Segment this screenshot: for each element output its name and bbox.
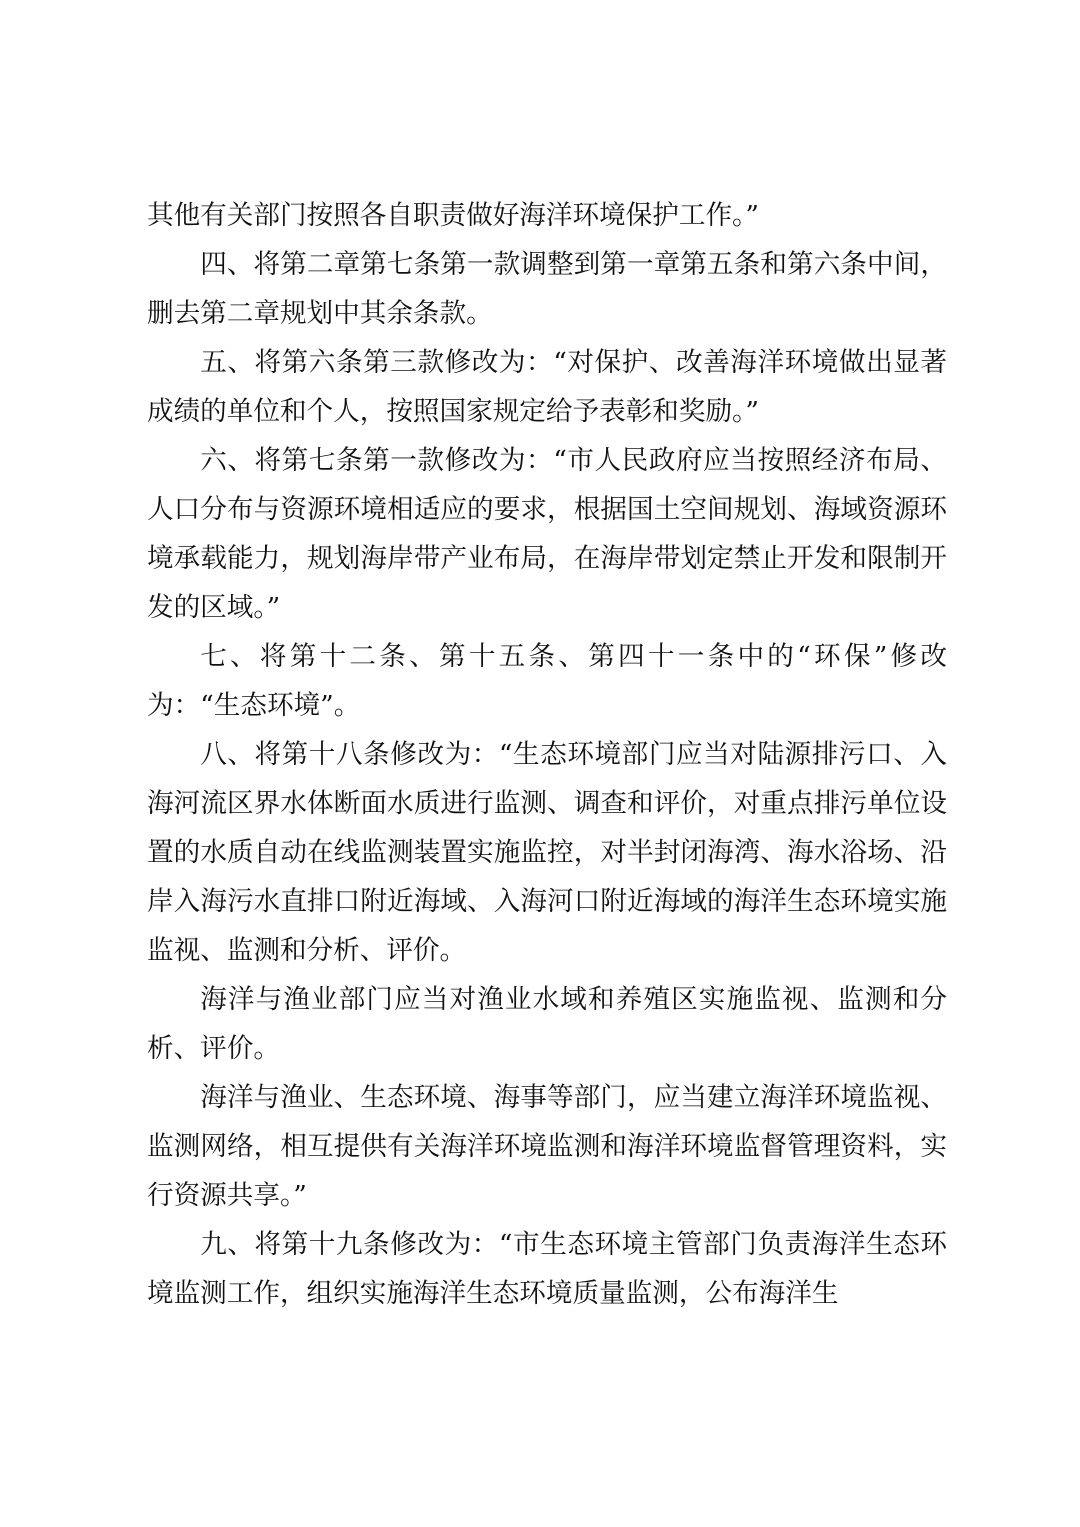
paragraph-item-8-sub-3: 海洋与渔业、生态环境、海事等部门，应当建立海洋环境监视、监测网络，相互提供有关海洋环境监测和海洋环境监督管理资料，实行资源共享。” bbox=[147, 1082, 947, 1211]
paragraph-continued: 其他有关部门按照各自职责做好海洋环境保护工作。” bbox=[147, 200, 759, 231]
paragraph-item-8: 八、将第十八条修改为：“生态环境部门应当对陆源排污口、入海河流区界水体断面水质进行监测、调查和评价，对重点排污单位设置的水质自动在线监测装置实施监控，对半封闭海湾、海水浴场、沿岸入海污水直排口附近海域、入海河口附近海域的海洋生态环境实施监视、监测和分析、评价。 bbox=[147, 739, 947, 966]
paragraph-item-4: 四、将第二章第七条第一款调整到第一章第五条和第六条中间，删去第二章规划中其余条款。 bbox=[147, 249, 947, 329]
paragraph-item-8-sub-2: 海洋与渔业部门应当对渔业水域和养殖区实施监视、监测和分析、评价。 bbox=[147, 984, 947, 1064]
paragraph-item-9: 九、将第十九条修改为：“市生态环境主管部门负责海洋生态环境监测工作，组织实施海洋生态环境质量监测，公布海洋生 bbox=[147, 1229, 947, 1309]
paragraph-item-5: 五、将第六条第三款修改为：“对保护、改善海洋环境做出显著成绩的单位和个人，按照国家规定给予表彰和奖励。” bbox=[147, 347, 947, 427]
paragraph-item-7: 七、将第十二条、第十五条、第四十一条中的“环保”修改为：“生态环境”。 bbox=[147, 641, 947, 721]
paragraph-item-6: 六、将第七条第一款修改为：“市人民政府应当按照经济布局、人口分布与资源环境相适应的要求，根据国土空间规划、海域资源环境承载能力，规划海岸带产业布局，在海岸带划定禁止开发和限制开发的区域。” bbox=[147, 445, 947, 623]
document-body bbox=[147, 191, 947, 1318]
